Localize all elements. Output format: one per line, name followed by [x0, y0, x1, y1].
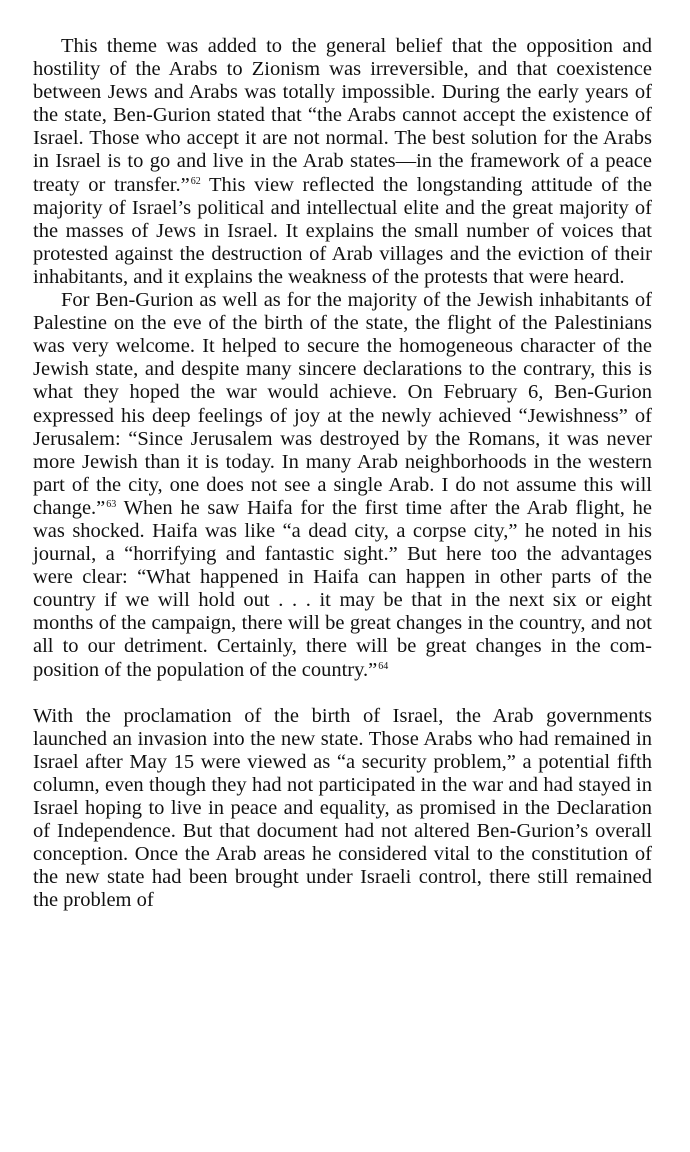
- paragraph-2: [33, 289, 652, 682]
- footnote-marker-64: 64: [378, 660, 389, 672]
- paragraph-1-text-a: This theme was added to the general belief that the opposition and hostility of the Arabs to Zionism was irreversible, and that coexistence between Jews and Arabs was totally impossible. During the early years of the state, Ben-Gurion stated that “the Arabs cannot accept the existence of Israel. Those who accept it are not normal. The best solution for the Arabs in Israel is to go and live in the Arab states—in the framework of a peace treaty or transfer.”: [33, 35, 652, 196]
- paragraph-1-text-b: This view reflected the longstanding attitude of the majority of Israel’s political and intellectual elite and the great majority of the masses of Jews in Israel. It explains the small number of voices that protested against the destruction of Arab villages and the eviction of their inhabitants, and it explains the weakness of the protests that were heard.: [33, 173, 652, 288]
- paragraph-3: [33, 705, 652, 913]
- book-page: [33, 35, 652, 912]
- footnote-marker-62: 62: [190, 175, 201, 187]
- paragraph-2-text-a: For Ben-Gurion as well as for the majority of the Jewish inhabitants of Palestine on the eve of the birth of the state, the flight of the Palestinians was very welcome. It helped to secure the homogeneous character of the Jewish state, and despite many sincere declarations to the contrary, this is what they hoped the war would achieve. On February 6, Ben-Gurion expressed his deep feelings of joy at the newly achieved “Jewishness” of Jerusalem: “Since Jerusalem was destroyed by the Romans, it was never more Jewish than it is today. In many Arab neighborhoods in the western part of the city, one does not see a single Arab. I do not assume this will change.”: [33, 289, 652, 519]
- paragraph-1: [33, 35, 652, 289]
- paragraph-2-text-b: When he saw Haifa for the first time after the Arab flight, he was shocked. Haifa was like “a dead city, a corpse city,” he noted in his journal, a “horrifying and fantastic sight.” But here too the advantages were clear: “What happened in Haifa can happen in other parts of the country if we will hold out . . . it may be that in the next six or eight months of the campaign, there will be great changes in the country, and not all to our detriment. Certainly, there will be great changes in the composition of the population of the country.”: [33, 496, 652, 681]
- paragraph-3-text: With the proclamation of the birth of Israel, the Arab governments launched an invasion into the new state. Those Arabs who had remained in Israel after May 15 were viewed as “a security problem,” a potential fifth column, even though they had not participated in the war and had stayed in Israel hoping to live in peace and equality, as promised in the Declaration of Independence. But that document had not altered Ben-Gurion’s overall conception. Once the Arab areas he considered vital to the constitution of the new state had been brought under Israeli control, there still remained the problem of: [33, 704, 652, 912]
- footnote-marker-63: 63: [106, 498, 117, 510]
